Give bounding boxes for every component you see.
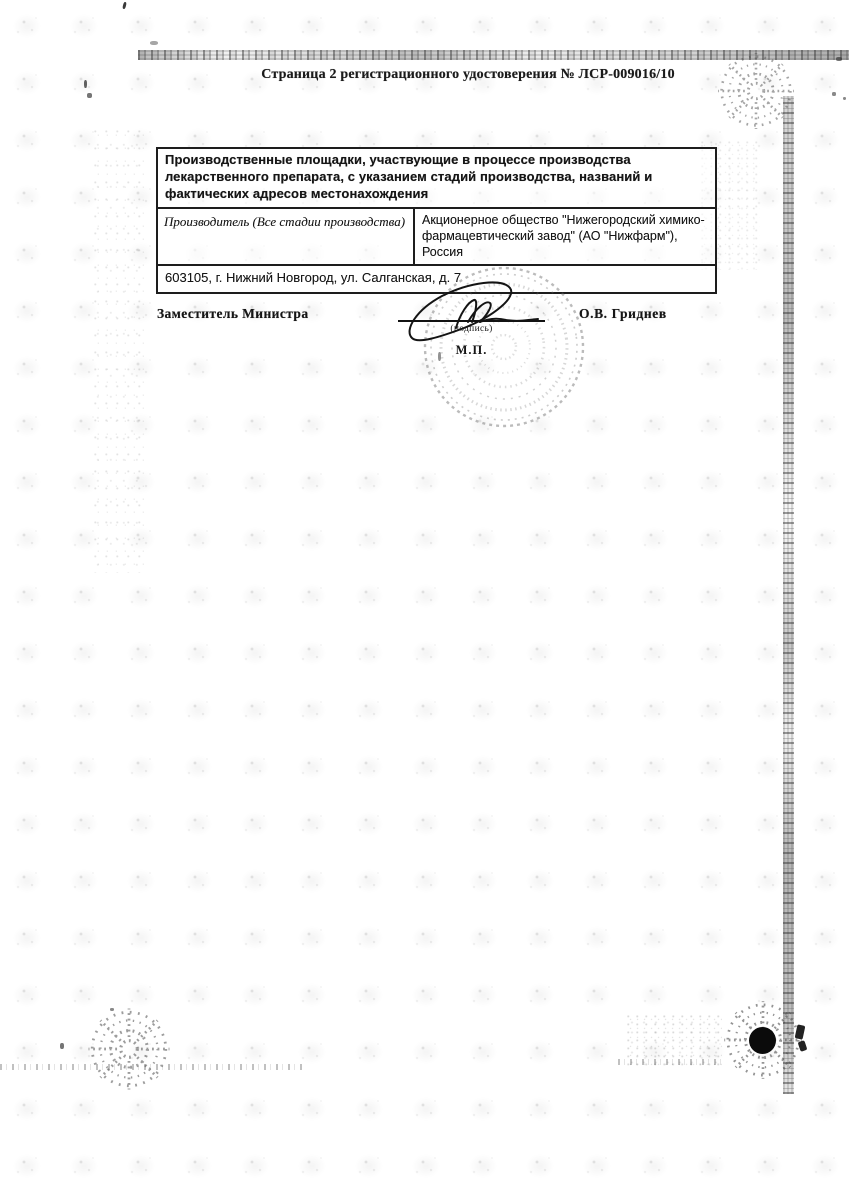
signature-caption: (подпись): [450, 324, 493, 334]
producer-value-cell: Акционерное общество "Нижегородский химико-фармацевтический завод" (АО "Нижфарм"), Россия: [422, 212, 705, 260]
seal-place-abbr: М.П.: [455, 343, 488, 357]
scan-speck: [843, 97, 846, 100]
scan-speck: [122, 2, 127, 10]
scan-speck: [150, 41, 158, 45]
table-header-cell: Производственные площадки, участвующие в процессе производства лекарственного препарата, с указанием стадий производства, названий и фактических адресов местонахождения: [158, 149, 715, 209]
scan-speck: [84, 80, 87, 88]
scan-speck: [110, 1008, 114, 1011]
emboss-rosette-bottom-left-icon: [83, 1003, 175, 1095]
signature-line: [398, 320, 545, 322]
scan-speck: [87, 93, 92, 98]
scan-noise-band-right: [783, 96, 794, 1094]
hole-punch-dot: [749, 1027, 776, 1054]
signatory-title: Заместитель Министра: [157, 306, 309, 321]
producer-label-cell: Производитель (Все стадии производства): [158, 209, 415, 265]
scan-smudge-left: [92, 128, 148, 573]
table-row: [158, 209, 715, 267]
signatory-name: О.В. Гриднев: [579, 306, 667, 321]
emboss-rosette-top-right-icon: [713, 48, 799, 134]
address-cell: 603105, г. Нижний Новгород, ул. Салганская, д. 7: [165, 270, 462, 286]
scan-noise-patch: [626, 1014, 722, 1066]
scan-speck: [832, 92, 836, 96]
scan-speck: [60, 1043, 64, 1049]
scan-speck: [836, 57, 842, 61]
page-header: Страница 2 регистрационного удостоверения № ЛСР-009016/10: [261, 67, 675, 82]
